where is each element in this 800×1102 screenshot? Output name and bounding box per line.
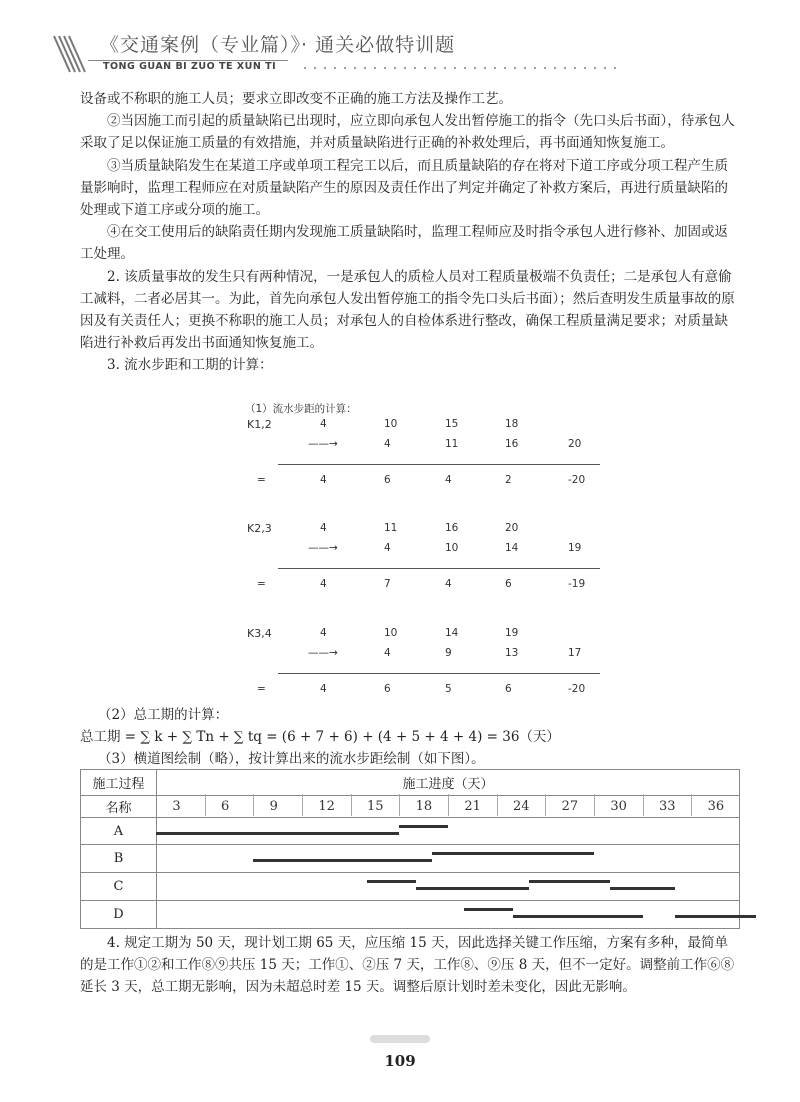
- header-stripes-icon: [52, 34, 92, 74]
- calc-row2-value: 13: [505, 647, 519, 659]
- gantt-day-divider: [302, 794, 303, 816]
- calc-result-value: 4: [445, 578, 452, 590]
- gantt-day-divider: [497, 794, 498, 816]
- paragraph: 4. 规定工期为 50 天，现计划工期 65 天，应压缩 15 天，因此选择关键工作压缩，方案有多种，最简单的是工作①②和工作⑧⑨共压 15 天；工作①、②压 7 天，工作⑧、⑨压 8 天，但不一定好。调整前工作⑥⑧延长 3 天，总工期无影响，因为未超总时差 15 天。调整后原计划时差未变化，因此无影响。: [80, 935, 735, 996]
- calc-row2-value: 4: [384, 647, 391, 659]
- gantt-day-label: 36: [707, 799, 725, 814]
- calc-row2-value: 19: [568, 542, 582, 554]
- gantt-col-header-1: 施工过程: [81, 770, 157, 796]
- gantt-bar: [399, 825, 448, 828]
- gantt-bar: [318, 832, 399, 835]
- gantt-row-label: B: [81, 845, 157, 873]
- gantt-row-label: A: [81, 818, 157, 845]
- calc-equals: =: [257, 474, 266, 486]
- gantt-day-label: 18: [415, 799, 433, 814]
- page-header: [0, 0, 800, 80]
- gantt-day-divider: [351, 794, 352, 816]
- gantt-day-label: 27: [561, 799, 579, 814]
- calc-k-label: K1,2: [247, 418, 272, 431]
- gantt-row-label: C: [81, 873, 157, 901]
- closing-text: [80, 932, 740, 999]
- total-formula: 总工期 = ∑ k + ∑ Tn + ∑ tq = (6 + 7 + 6) + (4 + 5 + 4 + 4) = 36（天）: [80, 729, 560, 745]
- calc-result-value: 6: [505, 578, 512, 590]
- calc-equals: =: [257, 683, 266, 695]
- gantt-day-label: 12: [318, 799, 335, 814]
- gantt-day-divider: [253, 794, 254, 816]
- calc-shift-arrow: ——→: [308, 647, 338, 659]
- calc-row1-value: 4: [320, 627, 327, 639]
- gantt-bar: [464, 908, 513, 911]
- calc-row2-value: 10: [445, 542, 459, 554]
- gantt-bar: [221, 832, 318, 835]
- calc-row1-value: 4: [320, 418, 327, 430]
- gantt-day-label: 30: [610, 799, 627, 814]
- gantt-progress-header: 施工进度（天）: [157, 770, 740, 796]
- calc-result-value: -20: [568, 474, 586, 486]
- total-heading: （2）总工期的计算：: [98, 707, 229, 723]
- gantt-day-label: 21: [464, 799, 481, 814]
- header-subtitle: TONG GUAN BI ZUO TE XUN TI: [103, 61, 277, 72]
- page-number: 109: [384, 1052, 416, 1070]
- calc-k-label: K3,4: [247, 627, 272, 640]
- paragraph: ④在交工使用后的缺陷责任期内发现施工质量缺陷时，监理工程师应及时指令承包人进行修补、加固或返工处理。: [80, 224, 728, 263]
- chart-note: （3）横道图绘制（略），按计算出来的流水步距绘制（如下图）。: [98, 751, 485, 767]
- gantt-col-header-2: 名称: [81, 796, 157, 818]
- calc-row2-value: 4: [384, 438, 391, 450]
- calc-result-value: 5: [445, 683, 452, 695]
- calc-shift-arrow: ——→: [308, 542, 338, 554]
- gantt-bar: [416, 887, 530, 890]
- calc-row1-value: 15: [445, 418, 459, 430]
- gantt-bar: [513, 915, 610, 918]
- calc-result-value: 7: [384, 578, 391, 590]
- calc-rule: [278, 568, 600, 569]
- gantt-day-label: 9: [269, 799, 278, 814]
- footer-decoration: [370, 1035, 430, 1043]
- gantt-bar: [610, 887, 675, 890]
- gantt-day-label: 6: [221, 799, 230, 814]
- calc-row1-value: 20: [505, 522, 519, 534]
- calc-row2-value: 9: [445, 647, 452, 659]
- calc-result-value: 4: [320, 474, 327, 486]
- paragraph: 设备或不称职的施工人员；要求立即改变不正确的施工方法及操作工艺。: [80, 91, 512, 107]
- calc-result-value: -20: [568, 683, 586, 695]
- gantt-day-divider: [205, 794, 206, 816]
- gantt-day-divider: [643, 794, 644, 816]
- gantt-bar: [675, 915, 756, 918]
- calc-result-value: 4: [445, 474, 452, 486]
- calc-row2-value: 11: [445, 438, 459, 450]
- paragraph: ③当质量缺陷发生在某道工序或单项工程完工以后，而且质量缺陷的存在将对下道工序或分项工程产生质量影响时，监理工程师应在对质量缺陷产生的原因及责任作出了判定并确定了补救方案后，再进行质量缺陷的处理或下道工序或分项的施工。: [80, 157, 728, 219]
- calc-rule: [278, 464, 600, 465]
- gantt-bar: [156, 832, 221, 835]
- calc-row1-value: 10: [384, 418, 398, 430]
- calc-row2-value: 4: [384, 542, 391, 554]
- gantt-day-label: 15: [367, 799, 384, 814]
- calc-row2-value: 14: [505, 542, 519, 554]
- calc-k-label: K2,3: [247, 522, 272, 535]
- gantt-day-divider: [448, 794, 449, 816]
- gantt-bar: [367, 880, 416, 883]
- gantt-day-divider: [399, 794, 400, 816]
- gantt-day-label: 24: [513, 799, 530, 814]
- header-title: 《交通案例（专业篇）》· 通关必做特训题: [100, 34, 456, 56]
- calc-row1-value: 16: [445, 522, 459, 534]
- calc-result-value: -19: [568, 578, 586, 590]
- calc-result-value: 6: [505, 683, 512, 695]
- gantt-day-label: 3: [172, 799, 181, 814]
- paragraph: ②当因施工而引起的质量缺陷已出现时，应立即向承包人发出暂停施工的指令（先口头后书面），待承包人采取了足以保证施工质量的有效措施，并对质量缺陷进行正确的补救处理后，再书面通知恢复施工。: [80, 113, 735, 152]
- calc-row1-value: 10: [384, 627, 398, 639]
- gantt-chart: [80, 769, 740, 928]
- header-dots: [300, 66, 620, 70]
- gantt-bar: [253, 859, 318, 862]
- gantt-row-label: D: [81, 901, 157, 929]
- gantt-day-label: 33: [659, 799, 676, 814]
- gantt-day-divider: [691, 794, 692, 816]
- paragraph: 3. 流水步距和工期的计算：: [80, 357, 273, 374]
- calc-rule: [278, 673, 600, 674]
- gantt-bar: [529, 852, 594, 855]
- calc-result-value: 2: [505, 474, 512, 486]
- calc-result-value: 4: [320, 683, 327, 695]
- gantt-day-divider: [545, 794, 546, 816]
- calc-row1-value: 19: [505, 627, 519, 639]
- calc-result-value: 6: [384, 683, 391, 695]
- calc-row2-value: 17: [568, 647, 582, 659]
- calc-row2-value: 20: [568, 438, 582, 450]
- calc-row2-value: 16: [505, 438, 519, 450]
- body-text: [80, 88, 740, 377]
- gantt-bar: [432, 852, 529, 855]
- gantt-bar: [610, 915, 642, 918]
- calc-row1-value: 11: [384, 522, 398, 534]
- gantt-bar: [529, 880, 610, 883]
- gantt-bar: [318, 859, 432, 862]
- calc-row1-value: 18: [505, 418, 519, 430]
- gantt-day-divider: [594, 794, 595, 816]
- calc-equals: =: [257, 578, 266, 590]
- calc-title: （1）流水步距的计算：: [245, 403, 357, 415]
- calc-result-value: 4: [320, 578, 327, 590]
- calc-shift-arrow: ——→: [308, 438, 338, 450]
- paragraph: 2. 该质量事故的发生只有两种情况，一是承包人的质检人员对工程质量极端不负责任；二是承包人有意偷工减料，二者必居其一。为此，首先向承包人发出暂停施工的指令先口头后书面）；然后查明发生质量事故的原因及有关责任人；更换不称职的施工人员；对承包人的自检体系进行整改，确保工程质量满足要求；对质量缺陷进行补救后再发出书面通知恢复施工。: [80, 268, 735, 352]
- calc-result-value: 6: [384, 474, 391, 486]
- calc-row1-value: 14: [445, 627, 459, 639]
- calc-row1-value: 4: [320, 522, 327, 534]
